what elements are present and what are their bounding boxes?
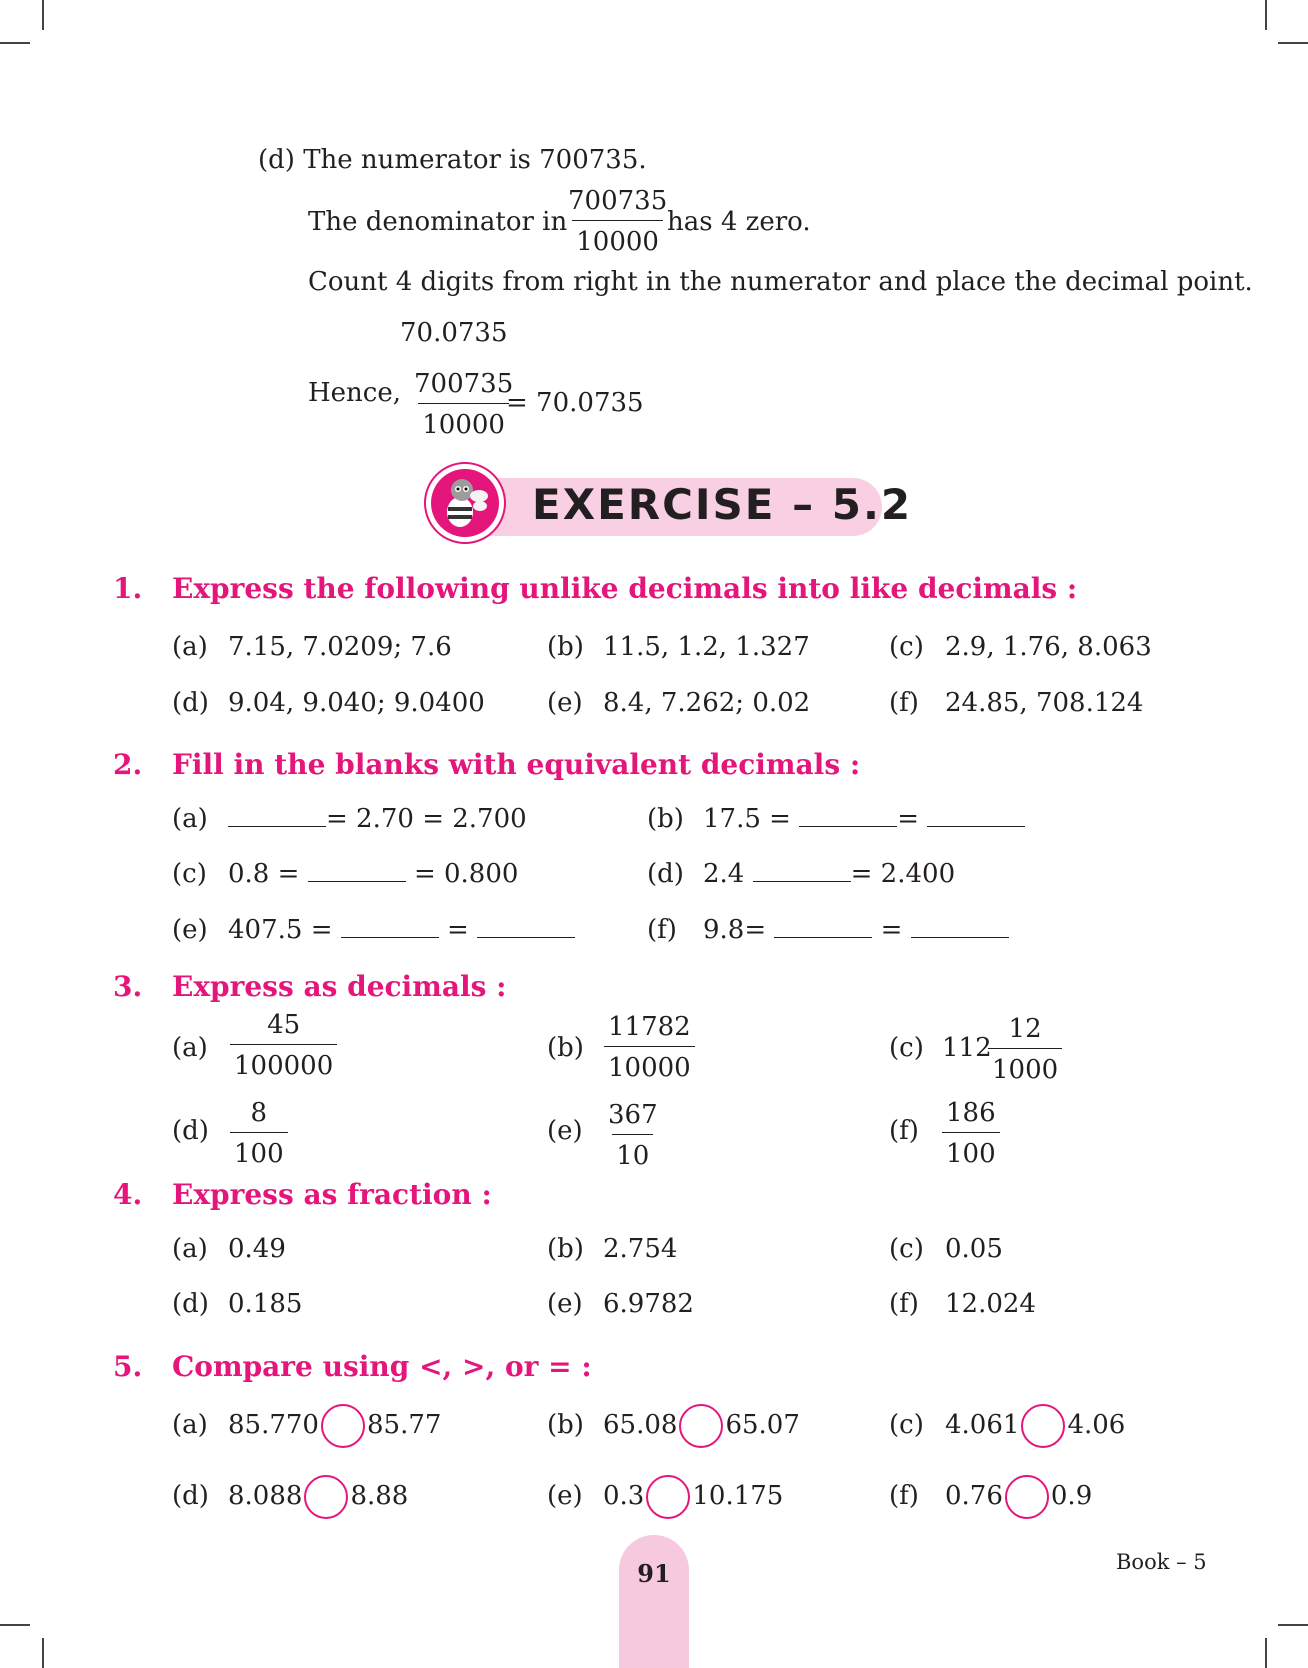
question-2-text: Fill in the blanks with equivalent decimals :: [172, 748, 861, 781]
list-item: (b) 65.08 65.07: [547, 1404, 800, 1448]
list-item: (d) 9.04, 9.040; 9.0400: [172, 688, 485, 718]
worked-line-4: 70.0735: [400, 318, 508, 348]
list-item: (e) 407.5 = =: [172, 915, 575, 943]
bee-badge-icon: [424, 462, 506, 544]
question-number: 2.: [113, 748, 143, 781]
crop-mark: [0, 42, 30, 44]
compare-circle: [321, 1404, 365, 1448]
blank: [228, 804, 326, 827]
hence-label: Hence,: [308, 378, 402, 408]
compare-circle: [304, 1475, 348, 1519]
worked-line-2-post: has 4 zero.: [667, 207, 811, 237]
worked-line-1: (d) The numerator is 700735.: [258, 145, 647, 175]
worked-line-2-pre: The denominator in: [308, 207, 568, 237]
crop-mark: [1278, 42, 1308, 44]
blank: [341, 915, 439, 938]
fraction: $\frac{8}{100}$: [230, 1100, 288, 1167]
compare-circle: [679, 1404, 723, 1448]
list-item: (a) 0.49: [172, 1234, 286, 1264]
question-number: 3.: [113, 970, 143, 1003]
compare-circle: [1005, 1475, 1049, 1519]
denominator: 10000: [572, 220, 663, 255]
question-number: 1.: [113, 572, 143, 605]
crop-mark: [0, 1624, 30, 1626]
list-item: (a) = 2.70 = 2.700: [172, 804, 527, 834]
item-label: (f): [889, 1116, 919, 1146]
page-number-tab: [619, 1535, 689, 1668]
blank: [753, 859, 851, 882]
question-5-text: Compare using <, >, or = :: [172, 1350, 592, 1383]
crop-mark: [1265, 1638, 1267, 1668]
exercise-title: EXERCISE – 5.2: [532, 480, 913, 529]
list-item: (d) 8.088 8.88: [172, 1475, 408, 1519]
list-item: (f) 9.8= =: [647, 915, 1009, 943]
item-label: (b): [547, 1033, 584, 1063]
list-item: (d) 0.185: [172, 1289, 303, 1319]
hence-fraction: [410, 371, 517, 438]
fraction: $\frac{11782}{10000}$: [604, 1014, 695, 1081]
item-label: (e): [547, 1116, 583, 1146]
list-item: (c) 0.8 = = 0.800: [172, 859, 519, 889]
crop-mark: [42, 1638, 44, 1668]
question-1-text: Express the following unlike decimals into like decimals :: [172, 572, 1078, 605]
fraction: $\frac{45}{100000}$: [230, 1012, 337, 1079]
question-3-text: Express as decimals :: [172, 970, 507, 1003]
worked-line-3: Count 4 digits from right in the numerator and place the decimal point.: [308, 267, 1253, 297]
list-item: (b) 11.5, 1.2, 1.327: [547, 632, 810, 662]
list-item: (f) 24.85, 708.124: [889, 688, 1144, 718]
list-item: (f) 0.76 0.9: [889, 1475, 1092, 1519]
numerator: 700735: [568, 186, 668, 216]
compare-circle: [1021, 1404, 1065, 1448]
fraction: $\frac{186}{100}$: [942, 1100, 1000, 1167]
page-number: 91: [637, 1559, 671, 1588]
list-item: (d) 2.4 = 2.400: [647, 859, 956, 889]
item-label: (c): [889, 1033, 924, 1063]
item-label: (a): [172, 1033, 208, 1063]
list-item: (e) 8.4, 7.262; 0.02: [547, 688, 811, 718]
book-label: Book – 5: [1116, 1550, 1207, 1574]
question-number: 5.: [113, 1350, 143, 1383]
question-number: 4.: [113, 1178, 143, 1211]
blank: [477, 915, 575, 938]
blank: [927, 804, 1025, 827]
mixed-whole: 112: [942, 1033, 992, 1063]
fraction: $\frac{367}{10}$: [608, 1100, 658, 1171]
list-item: (c) 0.05: [889, 1234, 1003, 1264]
crop-mark: [1265, 0, 1267, 30]
list-item: (c) 4.061 4.06: [889, 1404, 1125, 1448]
worked-fraction: [564, 188, 671, 255]
blank: [774, 915, 872, 938]
list-item: (e) 6.9782: [547, 1289, 694, 1319]
blank: [911, 915, 1009, 938]
item-label: (d): [172, 1116, 209, 1146]
blank: [308, 859, 406, 882]
question-4-text: Express as fraction :: [172, 1178, 492, 1211]
fraction: $\frac{12}{1000}$: [988, 1016, 1062, 1083]
crop-mark: [42, 0, 44, 30]
list-item: (b) 2.754: [547, 1234, 678, 1264]
list-item: (e) 0.3 10.175: [547, 1475, 783, 1519]
list-item: (c) 2.9, 1.76, 8.063: [889, 632, 1152, 662]
list-item: (f) 12.024: [889, 1289, 1036, 1319]
hence-result: = 70.0735: [506, 388, 644, 418]
blank: [799, 804, 897, 827]
denominator: 10000: [418, 403, 509, 438]
crop-mark: [1278, 1624, 1308, 1626]
list-item: (b) 17.5 = =: [647, 804, 1025, 832]
list-item: (a) 85.770 85.77: [172, 1404, 441, 1448]
compare-circle: [646, 1475, 690, 1519]
list-item: (a) 7.15, 7.0209; 7.6: [172, 632, 452, 662]
numerator: 700735: [414, 369, 514, 399]
